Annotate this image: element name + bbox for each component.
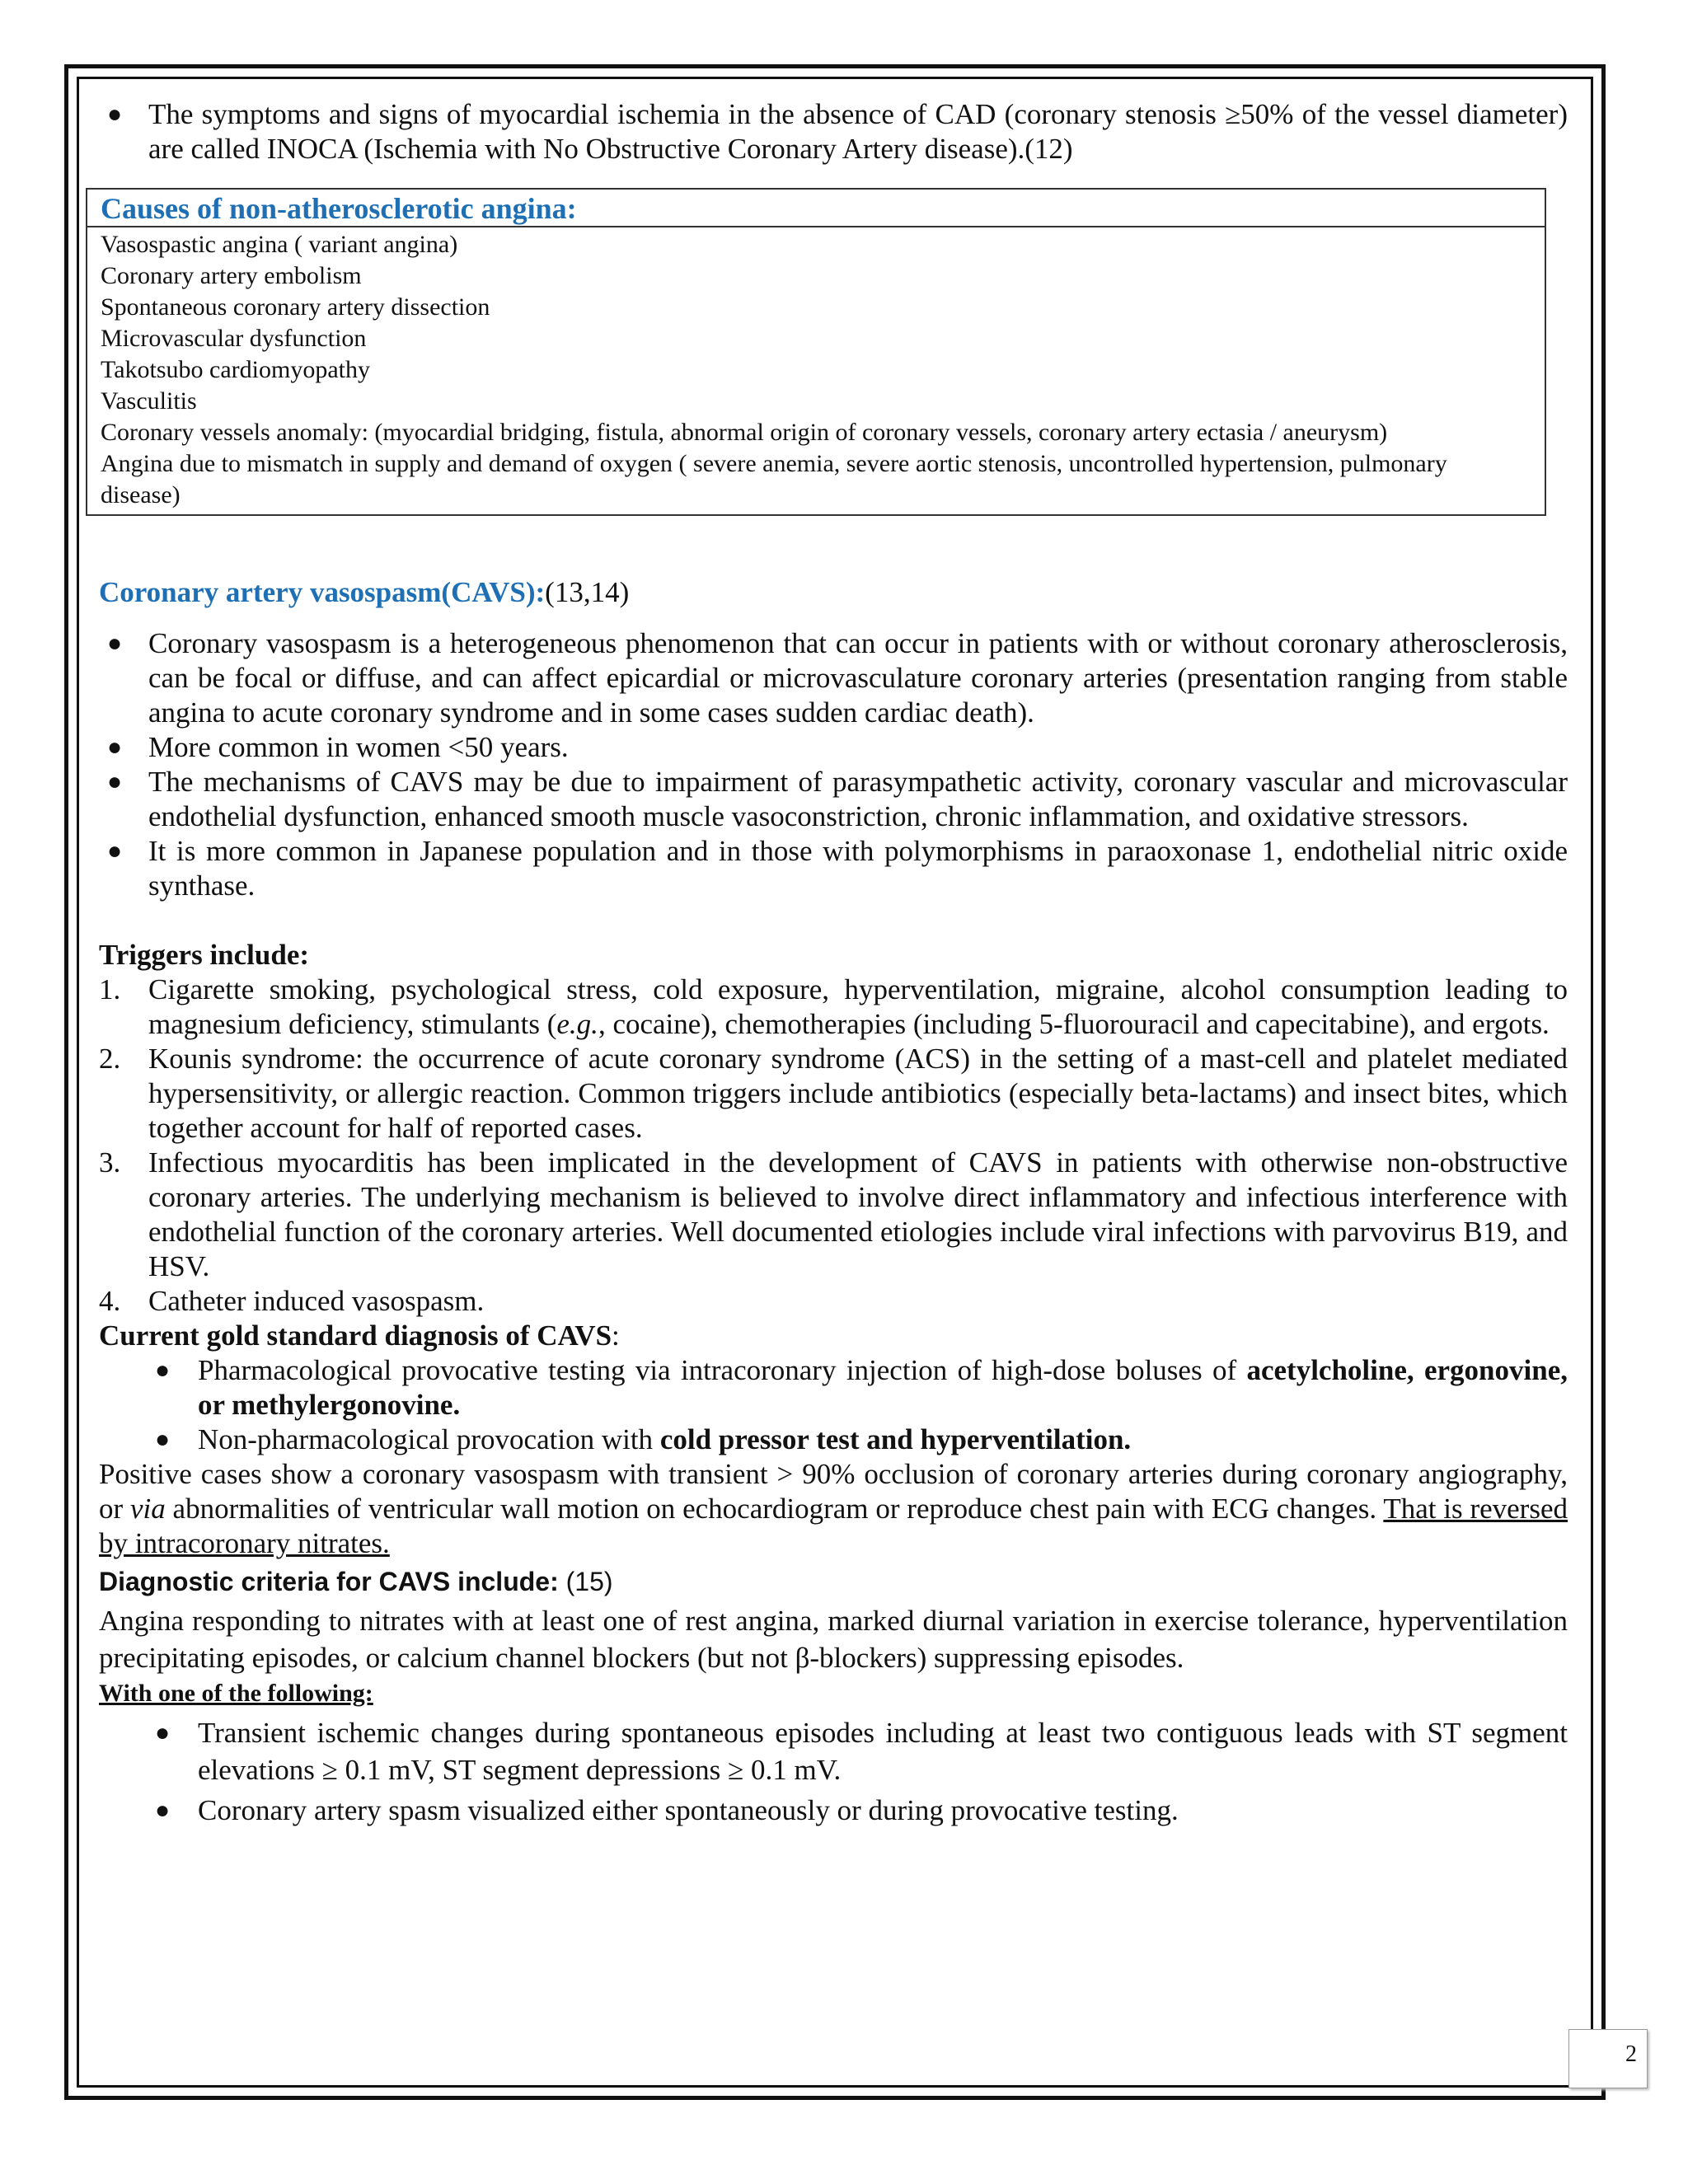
criteria-heading: Diagnostic criteria for CAVS include: (15) (99, 1567, 613, 1596)
triggers-list (99, 972, 1568, 1319)
criteria-bullet: ● Transient ischemic changes during spontaneous episodes including at least two contiguous leads with ST segment elevations ≥ 0.1 mV, ST segment depressions ≥ 0.1 mV. (99, 1714, 1568, 1788)
bullet-icon: ● (155, 1719, 171, 1746)
causes-list (87, 227, 1545, 514)
trigger-item: 4. Catheter induced vasospasm. (99, 1285, 485, 1317)
cause-item: Coronary artery embolism (101, 262, 362, 289)
trigger-item: 2. Kounis syndrome: the occurrence of acute coronary syndrome (ACS) in the setting of a mast-cell and platelet mediated hypersensitivity, or allergic reaction. Common triggers include antibiotics (especially beta-lactams) and insect bites, which together account for half of reported cases. (99, 1043, 1568, 1144)
trigger-item: 1. Cigarette smoking, psychological stress, cold exposure, hyperventilation, migraine, alcohol consumption leading to magnesium deficiency, stimulants (e.g., cocaine), chemotherapies (including 5-fluorouracil and capecitabine), and ergots. (99, 973, 1568, 1040)
bullet-icon: ● (155, 1426, 171, 1453)
cause-item: Coronary vessels anomaly: (myocardial bridging, fistula, abnormal origin of coronary vessels, coronary artery ectasia / aneurysm) (101, 419, 1388, 446)
cause-item: Vasospastic angina ( variant angina) (101, 231, 458, 258)
triggers-title: Triggers include: (99, 939, 310, 971)
cavs-ref: (13,14) (545, 576, 630, 608)
criteria-bullet: ● Coronary artery spasm visualized either spontaneously or during provocative testing. (99, 1792, 1568, 1829)
causes-title: Causes of non-atherosclerotic angina: (87, 190, 1545, 227)
gold-standard-bullets (99, 1353, 1568, 1457)
cavs-bullet: ● Coronary vasospasm is a heterogeneous phenomenon that can occur in patients with or without coronary atherosclerosis, can be focal or diffuse, and can affect epicardial or microvasculature coronary arteries (presentation ranging from stable angina to acute coronary syndrome and in some cases sudden cardiac death). (107, 627, 1568, 729)
page-content (99, 97, 1568, 1829)
positive-cases-paragraph: Positive cases show a coronary vasospasm with transient > 90% occlusion of coronary arteries during coronary angiography, or via abnormalities of ventricular wall motion on echocardiogram or reproduce chest pain with ECG changes. That is reversed by intracoronary nitrates. (99, 1458, 1568, 1559)
cavs-bullets (99, 626, 1568, 903)
gold-standard-heading: Current gold standard diagnosis of CAVS: (99, 1319, 620, 1352)
bullet-icon: ● (107, 101, 123, 128)
page-number-tab (1568, 2029, 1648, 2088)
with-one-heading: With one of the following: (99, 1680, 373, 1707)
cause-item: Vasculitis (101, 387, 197, 415)
cavs-bullet: ● It is more common in Japanese population and in those with polymorphisms in paraoxonase 1, endothelial nitric oxide synthase. (107, 835, 1568, 902)
bullet-icon: ● (107, 733, 123, 761)
cause-item: Angina due to mismatch in supply and demand of oxygen ( severe anemia, severe aortic stenosis, uncontrolled hypertension, pulmonary disease) (101, 450, 1447, 509)
bullet-icon: ● (155, 1357, 171, 1384)
intro-bullets (99, 97, 1568, 166)
criteria-bullets (99, 1714, 1568, 1829)
page-number: 2 (1625, 2041, 1637, 2067)
bullet-icon: ● (107, 837, 123, 865)
causes-table (86, 188, 1546, 516)
cause-item: Takotsubo cardiomyopathy (101, 356, 370, 383)
cavs-title: Coronary artery vasospasm(CAVS): (99, 576, 546, 608)
cause-item: Microvascular dysfunction (101, 325, 367, 352)
bullet-icon: ● (155, 1797, 171, 1824)
inoca-bullet: ● The symptoms and signs of myocardial ischemia in the absence of CAD (coronary stenosis ≥50% of the vessel diameter) are called INOCA (Ischemia with No Obstructive Coronary Artery disease).(12) (107, 98, 1568, 165)
cavs-bullet: ● The mechanisms of CAVS may be due to impairment of parasympathetic activity, coronary vascular and microvascular endothelial dysfunction, enhanced smooth muscle vasoconstriction, chronic inflammation, and oxidative stressors. (107, 766, 1568, 832)
cavs-heading (99, 575, 1568, 610)
criteria-paragraph: Angina responding to nitrates with at least one of rest angina, marked diurnal variation in exercise tolerance, hyperventilation precipitating episodes, or calcium channel blockers (but not β-blockers) suppressing episodes. (99, 1605, 1568, 1674)
trigger-item: 3. Infectious myocarditis has been implicated in the development of CAVS in patients with otherwise non-obstructive coronary arteries. The underlying mechanism is believed to involve direct inflammatory and infectious interference with endothelial function of the coronary arteries. Well documented etiologies include viral infections with parvovirus B19, and HSV. (99, 1146, 1568, 1282)
gold-bullet: ● Pharmacological provocative testing via intracoronary injection of high-dose boluses of acetylcholine, ergonovine, or methylergonovine. (155, 1354, 1568, 1421)
gold-bullet: ● Non-pharmacological provocation with cold pressor test and hyperventilation. (155, 1423, 1132, 1455)
cause-item: Spontaneous coronary artery dissection (101, 293, 490, 321)
bullet-icon: ● (107, 630, 123, 657)
bullet-icon: ● (107, 768, 123, 795)
cavs-bullet: ● More common in women <50 years. (107, 731, 569, 763)
